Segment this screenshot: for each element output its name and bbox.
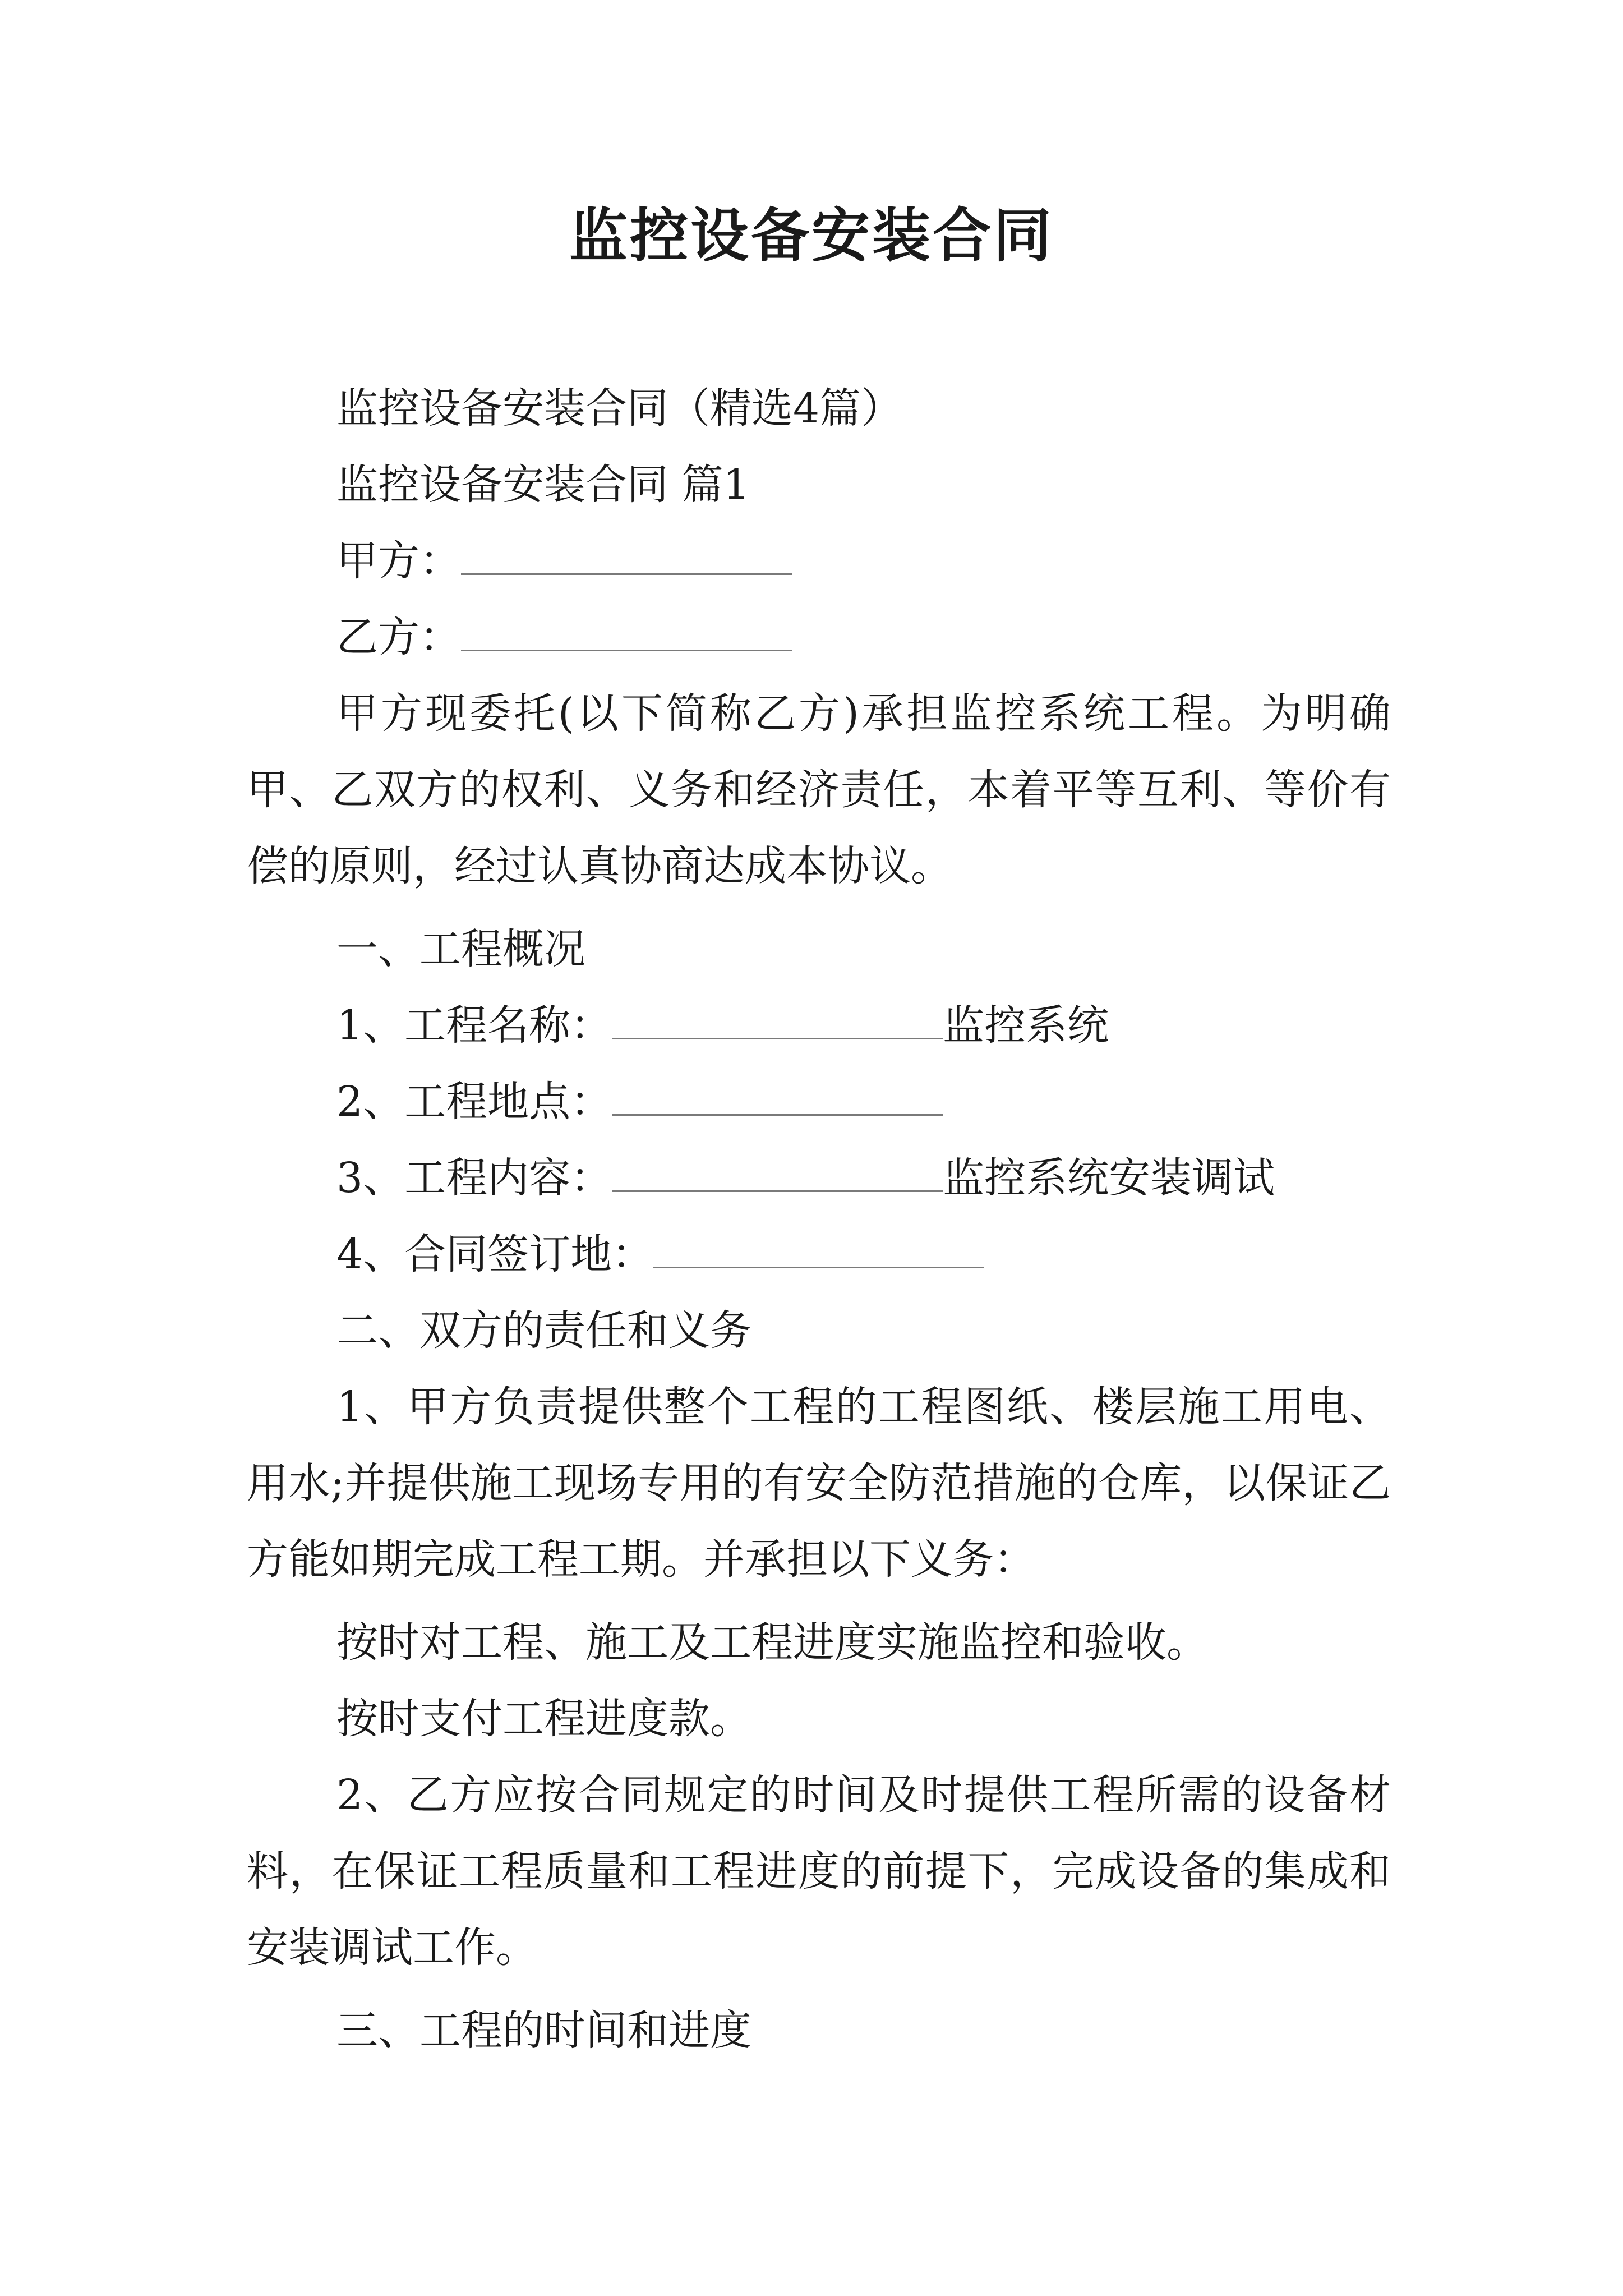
project-name-suffix: 监控系统 xyxy=(943,1001,1109,1050)
subtitle-selection: 监控设备安装合同（精选4篇） xyxy=(336,384,903,432)
party-a-label: 甲方： xyxy=(336,537,461,585)
signing-place-blank xyxy=(653,1232,984,1268)
document-body xyxy=(247,370,1391,2069)
party-b-blank xyxy=(461,615,792,651)
document-title: 监控设备安装合同 xyxy=(569,201,1054,270)
party-b-label: 乙方： xyxy=(336,613,461,661)
section-2-heading: 二、双方的责任和义务 xyxy=(336,1306,751,1355)
project-content-blank xyxy=(612,1156,943,1192)
project-content-line xyxy=(247,1140,1391,1216)
party-b-line xyxy=(247,599,1391,675)
project-name-label: 1、工程名称： xyxy=(336,1001,612,1050)
party-a-blank xyxy=(461,539,792,575)
project-content-label: 3、工程内容： xyxy=(336,1154,612,1202)
duty-1-item-b: 按时支付工程进度款。 xyxy=(336,1695,751,1743)
project-location-blank xyxy=(612,1079,943,1116)
intro-paragraph: 甲方现委托(以下简称乙方)承担监控系统工程。为明确甲、乙双方的权利、义务和经济责任，本着平等互利、等价有偿的原则，经过认真协商达成本协议。 xyxy=(247,689,1391,890)
signing-place-label: 4、合同签订地： xyxy=(336,1230,654,1278)
project-name-line xyxy=(247,987,1391,1064)
section-1-heading: 一、工程概况 xyxy=(336,925,585,973)
subtitle-part-1: 监控设备安装合同 篇1 xyxy=(336,461,750,509)
section-3-heading: 三、工程的时间和进度 xyxy=(336,2007,751,2055)
project-location-line xyxy=(247,1064,1391,1140)
project-content-suffix: 监控系统安装调试 xyxy=(943,1154,1275,1202)
duty-2-paragraph: 2、乙方应按合同规定的时间及时提供工程所需的设备材料，在保证工程质量和工程进度的前提下，完成设备的集成和安装调试工作。 xyxy=(247,1771,1391,1972)
duty-1-item-a: 按时对工程、施工及工程进度实施监控和验收。 xyxy=(336,1618,1208,1667)
party-a-line xyxy=(247,523,1391,599)
duty-1-paragraph: 1、甲方负责提供整个工程的工程图纸、楼层施工用电、用水;并提供施工现场专用的有安全防范措施的仓库，以保证乙方能如期完成工程工期。并承担以下义务： xyxy=(247,1383,1391,1584)
signing-place-line xyxy=(247,1216,1391,1292)
project-location-label: 2、工程地点： xyxy=(336,1078,612,1126)
project-name-blank xyxy=(612,1003,943,1039)
